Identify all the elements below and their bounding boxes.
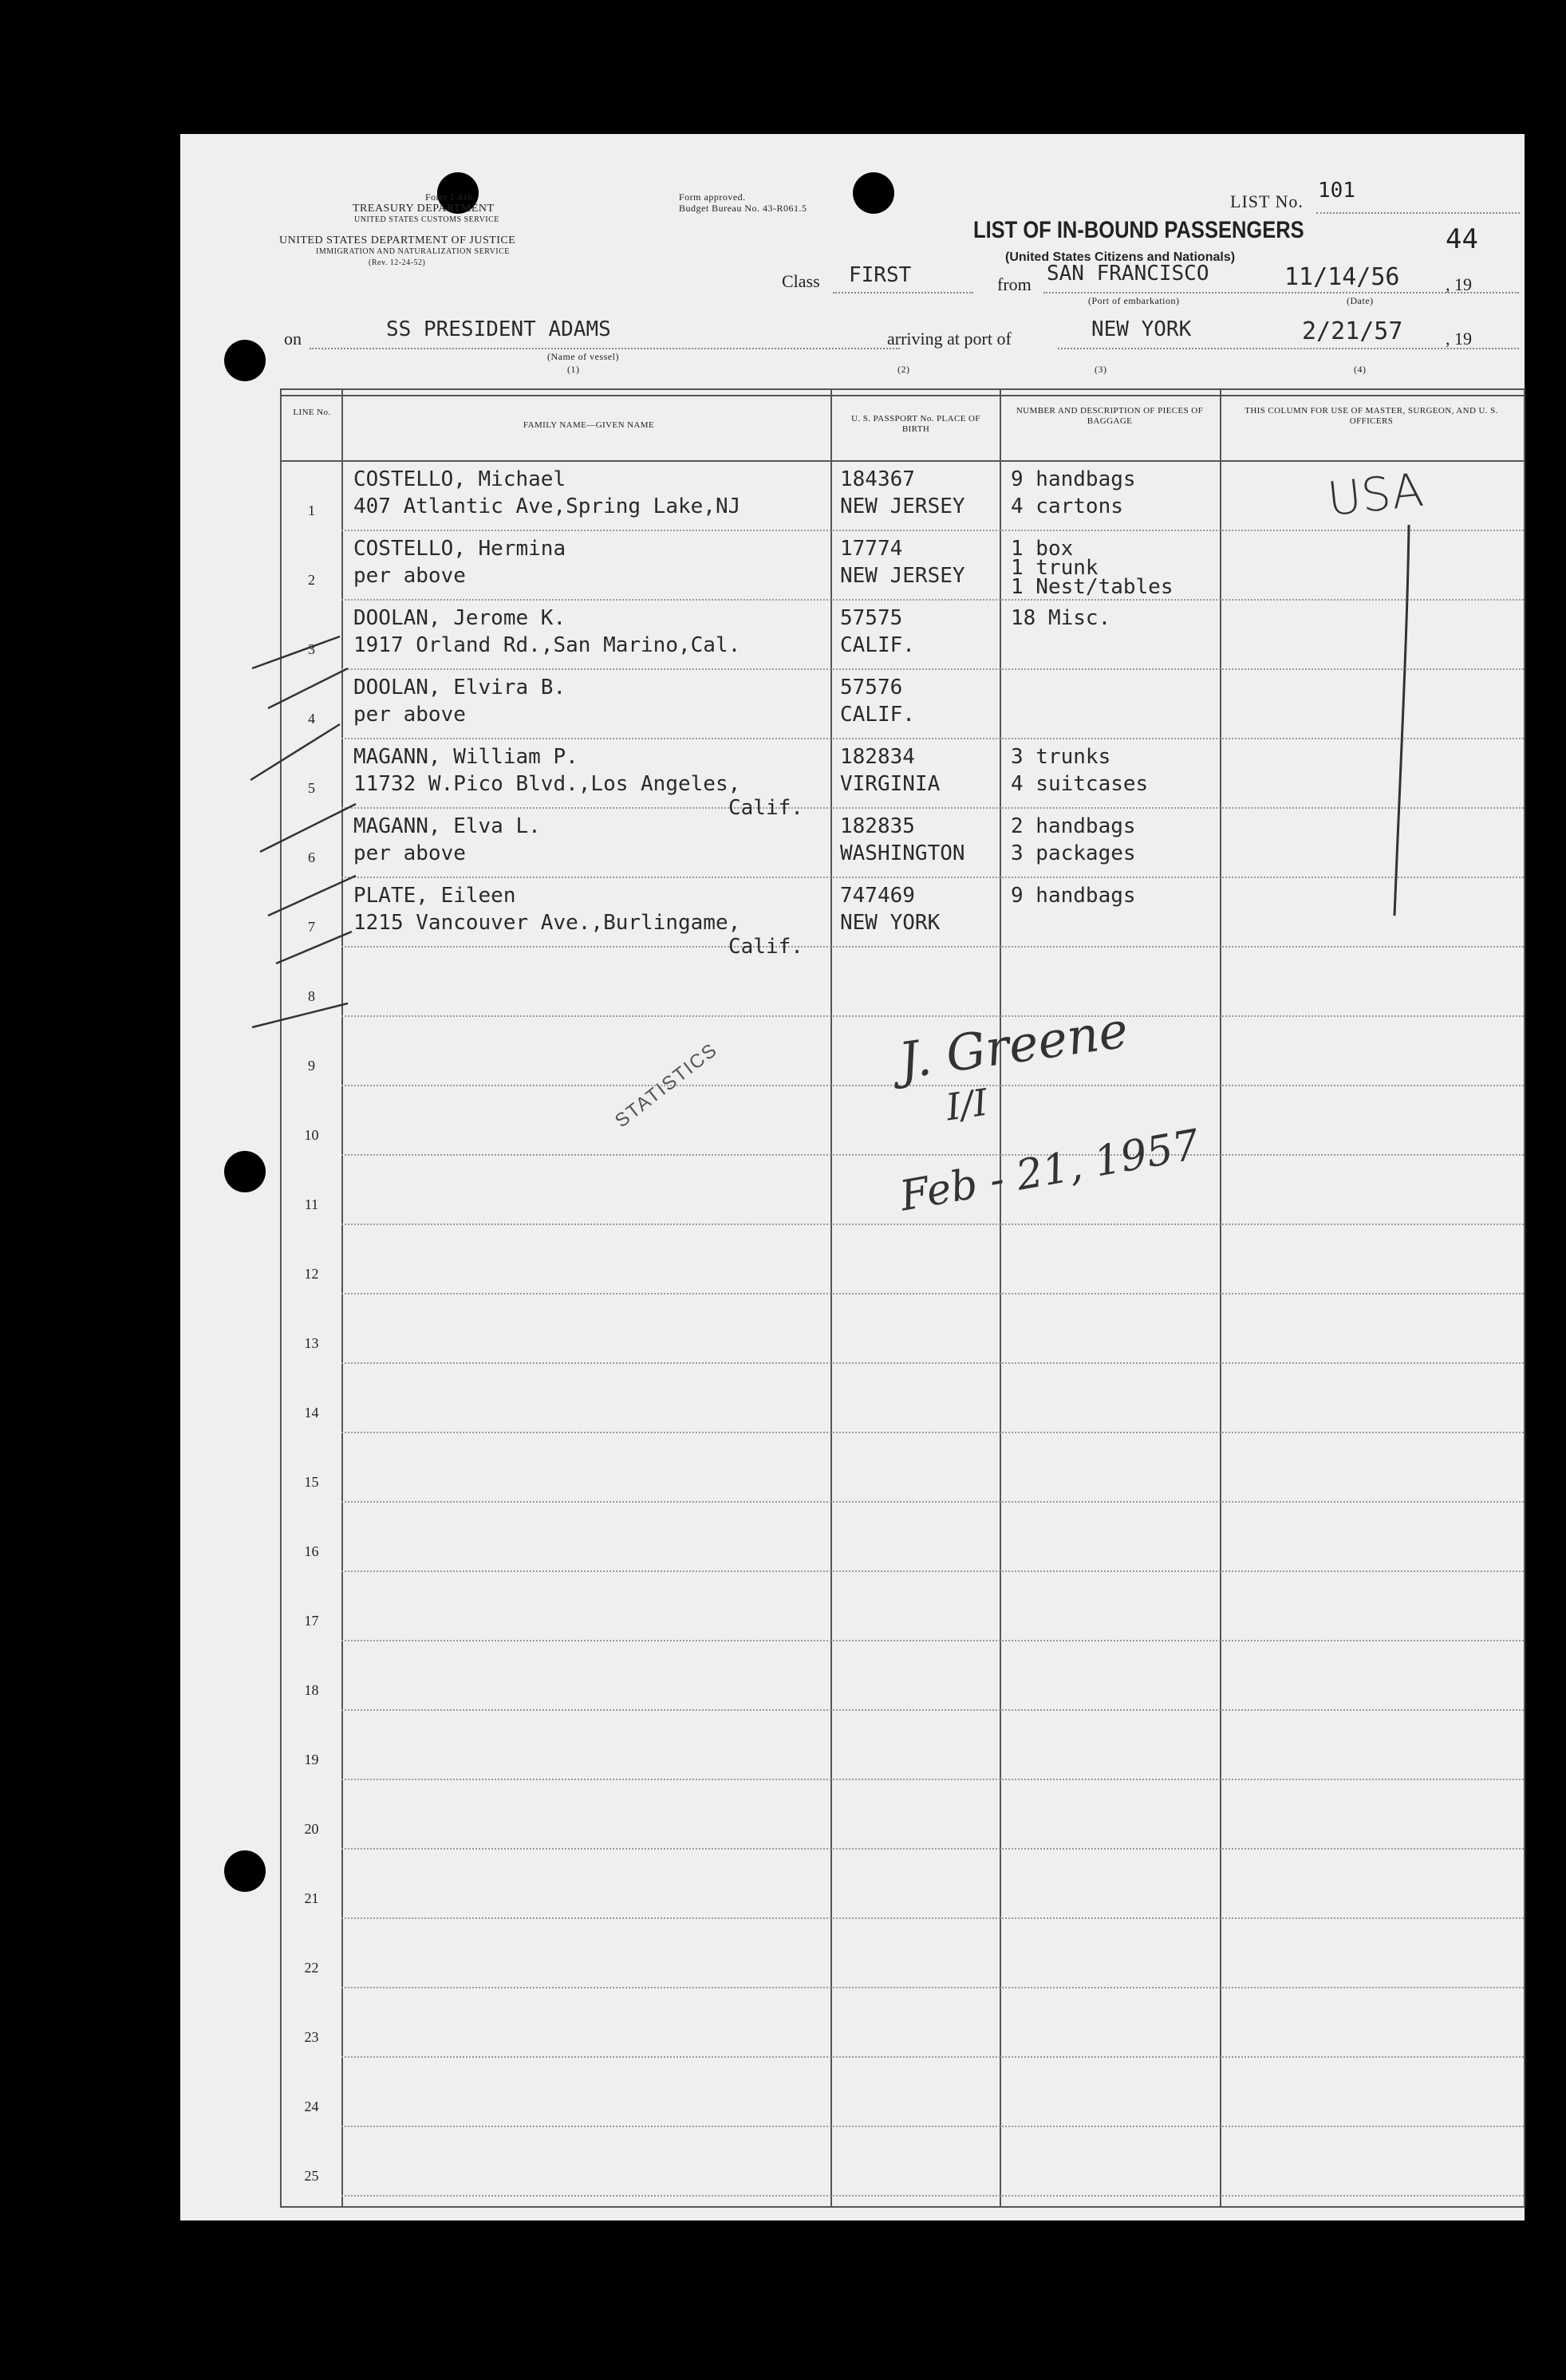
passport-number: 184367 [840, 467, 915, 491]
passenger-table [280, 388, 1525, 2208]
row-rule [341, 2056, 1524, 2058]
row-rule [341, 530, 1524, 531]
vessel-name: SS PRESIDENT ADAMS [386, 317, 611, 341]
passenger-address: 1917 Orland Rd.,San Marino,Cal. [353, 633, 741, 657]
line-number: 18 [304, 1682, 319, 1698]
row-rule [341, 877, 1524, 878]
line-number: 14 [304, 1405, 319, 1421]
form-number: Form I-416 [425, 191, 473, 203]
col-ref-4: (4) [1354, 364, 1367, 375]
line-number: 12 [304, 1266, 319, 1282]
row-rule [341, 1362, 1524, 1364]
line-number: 7 [308, 919, 315, 935]
place-of-birth: NEW JERSEY [840, 564, 965, 588]
passport-number: 747469 [840, 884, 915, 908]
row-rule [341, 1917, 1524, 1919]
from-label: from [997, 274, 1032, 294]
baggage-item: 3 packages [1011, 841, 1136, 865]
line-number: 10 [304, 1127, 319, 1143]
passenger-address: per above [353, 841, 466, 865]
baggage-item: 18 Misc. [1011, 606, 1111, 630]
passenger-address-cont: Calif. [728, 935, 803, 959]
baggage-item: 9 handbags [1011, 467, 1136, 491]
vessel-caption: (Name of vessel) [547, 351, 619, 362]
row-rule [341, 1640, 1524, 1641]
line-number: 16 [304, 1543, 319, 1559]
row-rule [341, 599, 1524, 601]
year-prefix-2: , 19 [1446, 329, 1472, 349]
passenger-address: 407 Atlantic Ave,Spring Lake,NJ [353, 495, 741, 518]
line-number: 23 [304, 2029, 319, 2045]
header-passport: U. S. PASSPORT No. PLACE OF BIRTH [851, 414, 980, 434]
page-mark: 44 [1446, 223, 1478, 255]
line-number: 2 [308, 572, 315, 588]
form-approved: Form approved. [679, 191, 746, 203]
row-rule [341, 738, 1524, 739]
list-number-label: LIST No. [1230, 191, 1304, 211]
port-caption: (Port of embarkation) [1088, 295, 1180, 306]
line-number: 22 [304, 1960, 319, 1976]
year-prefix-1: , 19 [1446, 274, 1472, 294]
header-line-no: LINE No. [293, 408, 331, 417]
passenger-address: per above [353, 564, 466, 588]
row-rule [341, 1154, 1524, 1156]
agency-customs: UNITED STATES CUSTOMS SERVICE [354, 215, 499, 224]
punch-hole-left-3 [224, 1850, 266, 1892]
passenger-name: PLATE, Eileen [353, 884, 516, 908]
embarkation-port: SAN FRANCISCO [1047, 262, 1209, 286]
header-family-name: FAMILY NAME—GIVEN NAME [523, 420, 655, 430]
budget-bureau: Budget Bureau No. 43-R061.5 [679, 203, 807, 214]
signature: J. Greene [895, 1000, 1132, 1090]
form-subtitle: (United States Citizens and Nationals) [1005, 250, 1236, 264]
place-of-birth: NEW YORK [840, 911, 941, 935]
passenger-name: DOOLAN, Jerome K. [353, 606, 566, 630]
line-number: 8 [308, 988, 315, 1004]
baggage-item: 4 cartons [1011, 495, 1123, 518]
passenger-name: COSTELLO, Hermina [353, 537, 566, 561]
place-of-birth: WASHINGTON [840, 841, 965, 865]
agency-treasury: TREASURY DEPARTMENT [353, 203, 495, 215]
line-number: 4 [308, 711, 315, 727]
date-caption: (Date) [1347, 295, 1374, 306]
on-label: on [284, 329, 302, 349]
agency-ins: IMMIGRATION AND NATURALIZATION SERVICE [316, 247, 510, 256]
line-number: 9 [308, 1058, 315, 1074]
col-ref-1: (1) [567, 364, 580, 375]
passenger-address: 11732 W.Pico Blvd.,Los Angeles, [353, 772, 741, 796]
passport-number: 57575 [840, 606, 903, 630]
row-rule [341, 1223, 1524, 1225]
row-rule [341, 1015, 1524, 1017]
place-of-birth: NEW JERSEY [840, 495, 965, 518]
arrival-date: 2/21/57 [1302, 317, 1403, 345]
line-number: 13 [304, 1335, 319, 1351]
line-number: 1 [308, 502, 315, 518]
row-rule [341, 2126, 1524, 2127]
row-rule [341, 946, 1524, 948]
row-rule [341, 1848, 1524, 1850]
row-rule [341, 668, 1524, 670]
line-number: 20 [304, 1821, 319, 1837]
place-of-birth: CALIF. [840, 703, 915, 727]
row-rule [341, 1432, 1524, 1433]
line-number: 17 [304, 1613, 319, 1629]
punch-hole-left-1 [224, 340, 266, 381]
row-rule [341, 1293, 1524, 1294]
checkmarks [244, 485, 404, 1123]
punch-hole-left-2 [224, 1151, 266, 1192]
line-number: 5 [308, 780, 315, 796]
line-number: 6 [308, 849, 315, 865]
passenger-name: MAGANN, William P. [353, 745, 578, 769]
class-value: FIRST [849, 263, 912, 287]
baggage-item: 1 Nest/tables [1011, 575, 1174, 599]
passport-number: 182834 [840, 745, 915, 769]
passenger-address: per above [353, 703, 466, 727]
arrival-port: NEW YORK [1091, 317, 1192, 341]
form-title: LIST OF IN-BOUND PASSENGERS [973, 217, 1304, 243]
baggage-item: 4 suitcases [1011, 772, 1149, 796]
arriving-label: arriving at port of [887, 329, 1012, 349]
passenger-address-cont: Calif. [728, 796, 803, 820]
line-number: 3 [308, 641, 315, 657]
passenger-name: MAGANN, Elva L. [353, 814, 541, 838]
line-number: 25 [304, 2168, 319, 2184]
passenger-name: COSTELLO, Michael [353, 467, 566, 491]
place-of-birth: VIRGINIA [840, 772, 941, 796]
baggage-item: 1 box [1011, 537, 1074, 561]
row-rule [341, 1501, 1524, 1503]
row-rule [341, 1987, 1524, 1988]
signature-date: Feb - 21, 1957 [896, 1121, 1203, 1221]
signature-initials: I/I [943, 1080, 991, 1129]
list-number: 101 [1318, 179, 1355, 203]
passport-number: 17774 [840, 537, 903, 561]
row-rule [341, 1570, 1524, 1572]
agency-justice: UNITED STATES DEPARTMENT OF JUSTICE [279, 234, 516, 246]
margin-bracket-line [1385, 517, 1417, 932]
header-officers: THIS COLUMN FOR USE OF MASTER, SURGEON, AND U. S. OFFICERS [1245, 406, 1498, 426]
line-number: 11 [304, 1196, 319, 1212]
baggage-item: 1 trunk [1011, 556, 1099, 580]
passenger-address: 1215 Vancouver Ave.,Burlingame, [353, 911, 741, 935]
line-number: 15 [304, 1474, 319, 1490]
line-number: 21 [304, 1890, 319, 1906]
usa-handwritten: USA [1324, 462, 1426, 527]
baggage-item: 3 trunks [1011, 745, 1111, 769]
embarkation-date: 11/14/56 [1284, 263, 1400, 291]
baggage-item: 9 handbags [1011, 884, 1136, 908]
document-sheet [180, 134, 1525, 2220]
row-rule [341, 1709, 1524, 1711]
col-ref-2: (2) [897, 364, 910, 375]
line-number: 19 [304, 1752, 319, 1767]
row-rule [341, 2195, 1524, 2197]
passport-number: 57576 [840, 676, 903, 699]
passenger-name: DOOLAN, Elvira B. [353, 676, 566, 699]
row-rule [341, 807, 1524, 809]
class-label: Class [782, 271, 820, 291]
header-baggage: NUMBER AND DESCRIPTION OF PIECES OF BAGGAGE [1016, 406, 1204, 426]
passport-number: 182835 [840, 814, 915, 838]
row-rule [341, 1779, 1524, 1780]
baggage-item: 2 handbags [1011, 814, 1136, 838]
line-number: 24 [304, 2098, 319, 2114]
revision: (Rev. 12-24-52) [369, 258, 426, 267]
punch-hole-top-right [853, 172, 894, 214]
col-ref-3: (3) [1095, 364, 1107, 375]
place-of-birth: CALIF. [840, 633, 915, 657]
statistics-stamp: STATISTICS [611, 1038, 722, 1133]
